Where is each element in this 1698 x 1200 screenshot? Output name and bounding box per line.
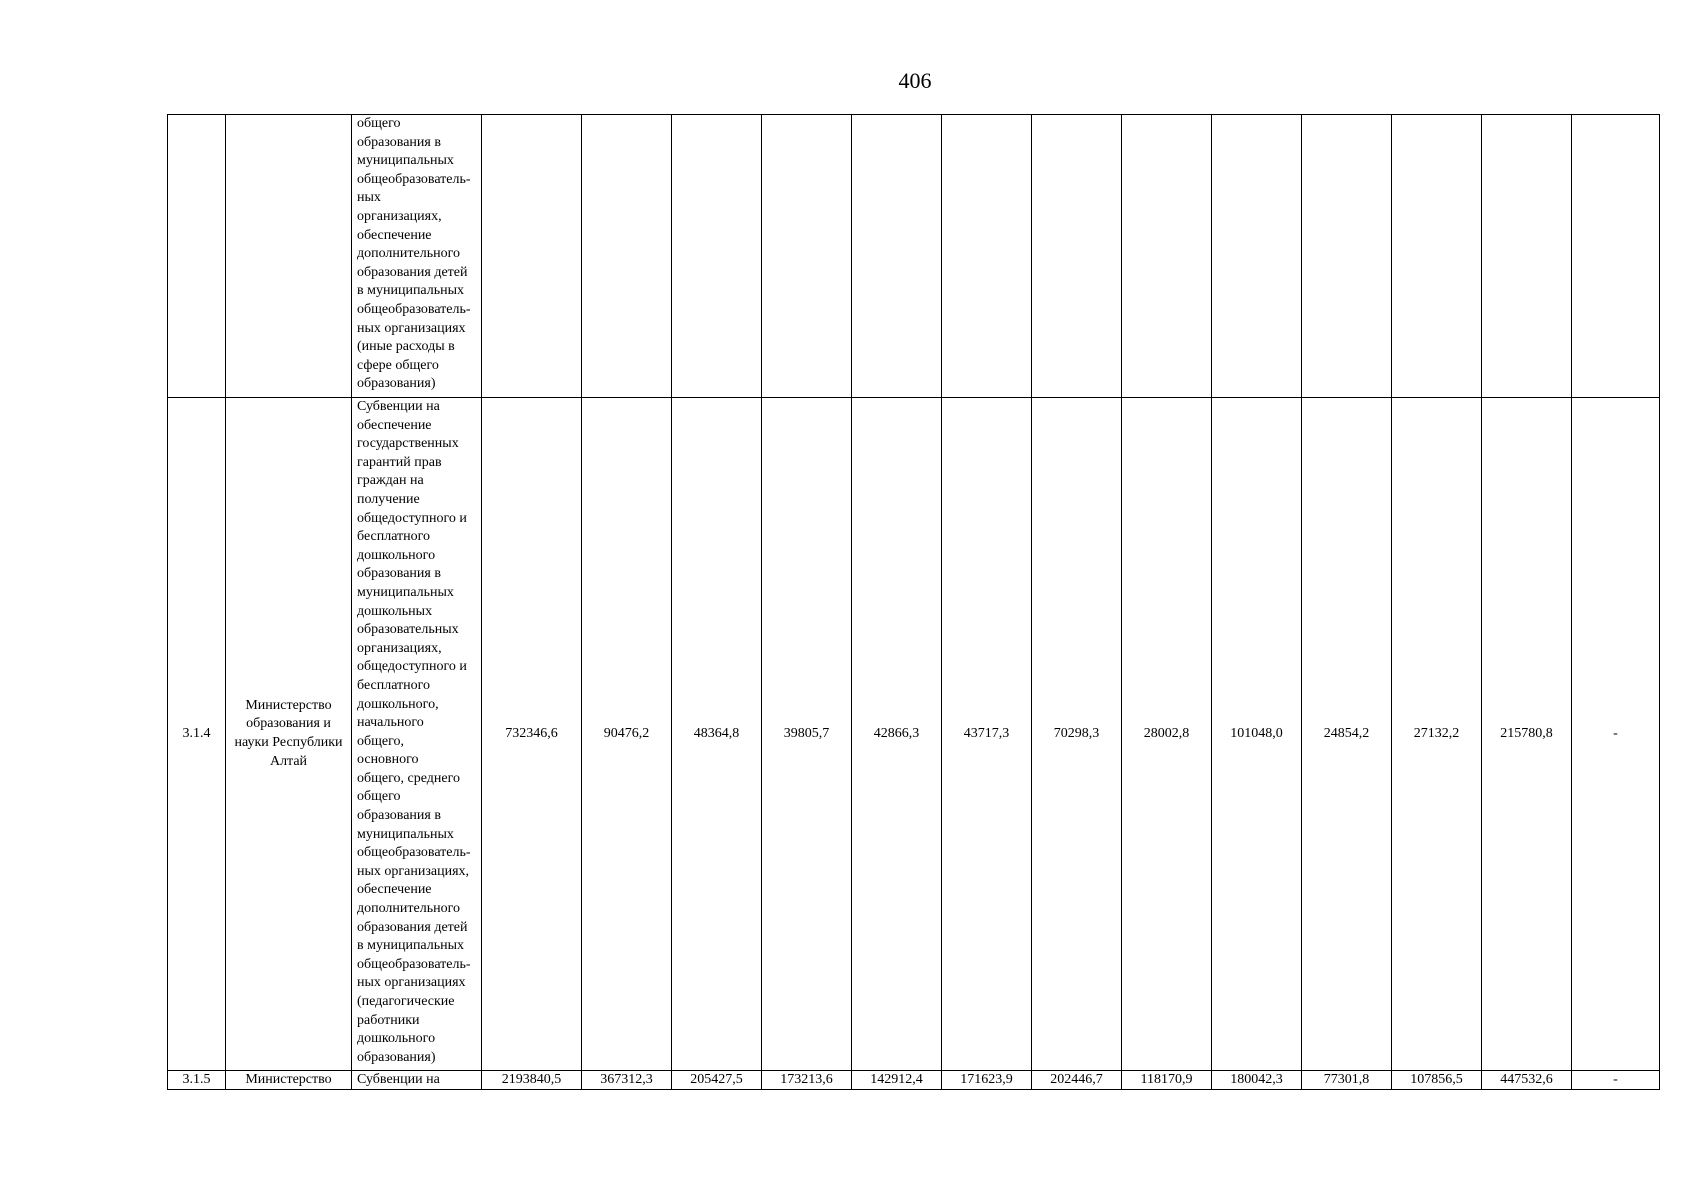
value-cell xyxy=(1302,115,1392,398)
value-cell xyxy=(1212,115,1302,398)
row-code: 3.1.4 xyxy=(168,398,226,1071)
value-cell: 367312,3 xyxy=(582,1071,672,1090)
value-cell xyxy=(1122,115,1212,398)
value-cell: 171623,9 xyxy=(942,1071,1032,1090)
value-cell: 173213,6 xyxy=(762,1071,852,1090)
value-cell: 70298,3 xyxy=(1032,398,1122,1071)
row-code xyxy=(168,115,226,398)
value-cell: 107856,5 xyxy=(1392,1071,1482,1090)
value-cell: 118170,9 xyxy=(1122,1071,1212,1090)
value-cell xyxy=(942,115,1032,398)
value-cell xyxy=(1482,115,1572,398)
value-cell xyxy=(582,115,672,398)
table-row xyxy=(168,115,1660,398)
value-cell: 142912,4 xyxy=(852,1071,942,1090)
table-row xyxy=(168,398,1660,1071)
budget-table xyxy=(167,114,1660,1090)
value-cell: 90476,2 xyxy=(582,398,672,1071)
row-code: 3.1.5 xyxy=(168,1071,226,1090)
page-number: 406 xyxy=(898,68,932,93)
value-cell: 732346,6 xyxy=(482,398,582,1071)
value-cell: 215780,8 xyxy=(1482,398,1572,1071)
value-cell xyxy=(672,115,762,398)
value-cell: 48364,8 xyxy=(672,398,762,1071)
value-cell: 447532,6 xyxy=(1482,1071,1572,1090)
value-cell: 42866,3 xyxy=(852,398,942,1071)
value-cell: 27132,2 xyxy=(1392,398,1482,1071)
value-cell xyxy=(1392,115,1482,398)
value-cell: - xyxy=(1572,398,1660,1071)
value-cell: 180042,3 xyxy=(1212,1071,1302,1090)
row-organization: Министерство образования и науки Республики Алтай xyxy=(226,398,352,1071)
value-cell: 24854,2 xyxy=(1302,398,1392,1071)
value-cell: 101048,0 xyxy=(1212,398,1302,1071)
value-cell: 2193840,5 xyxy=(482,1071,582,1090)
value-cell: 28002,8 xyxy=(1122,398,1212,1071)
row-description: Субвенции на xyxy=(352,1071,482,1090)
value-cell: 202446,7 xyxy=(1032,1071,1122,1090)
row-organization xyxy=(226,115,352,398)
value-cell xyxy=(762,115,852,398)
value-cell: 39805,7 xyxy=(762,398,852,1071)
value-cell xyxy=(1572,115,1660,398)
value-cell xyxy=(852,115,942,398)
value-cell: 43717,3 xyxy=(942,398,1032,1071)
value-cell xyxy=(1032,115,1122,398)
value-cell: 77301,8 xyxy=(1302,1071,1392,1090)
value-cell: 205427,5 xyxy=(672,1071,762,1090)
value-cell: - xyxy=(1572,1071,1660,1090)
table-row xyxy=(168,1071,1660,1090)
row-description: общего образования в муниципальных общеобразователь- ных организациях, обеспечение дополнительного образования детей в муниципальных общеобразователь- ных организациях (иные расходы в сфере общего образования) xyxy=(352,115,482,398)
row-description: Субвенции на обеспечение государственных гарантий прав граждан на получение общедоступного и бесплатного дошкольного образования в муниципальных дошкольных образовательных организациях, общедоступного и бесплатного дошкольного, начального общего, основного общего, среднего общего образования в муниципальных общеобразователь- ных организациях, обеспечение дополнительного образования детей в муниципальных общеобразователь- ных организациях (педагогические работники дошкольного образования) xyxy=(352,398,482,1071)
row-organization: Министерство xyxy=(226,1071,352,1090)
value-cell xyxy=(482,115,582,398)
